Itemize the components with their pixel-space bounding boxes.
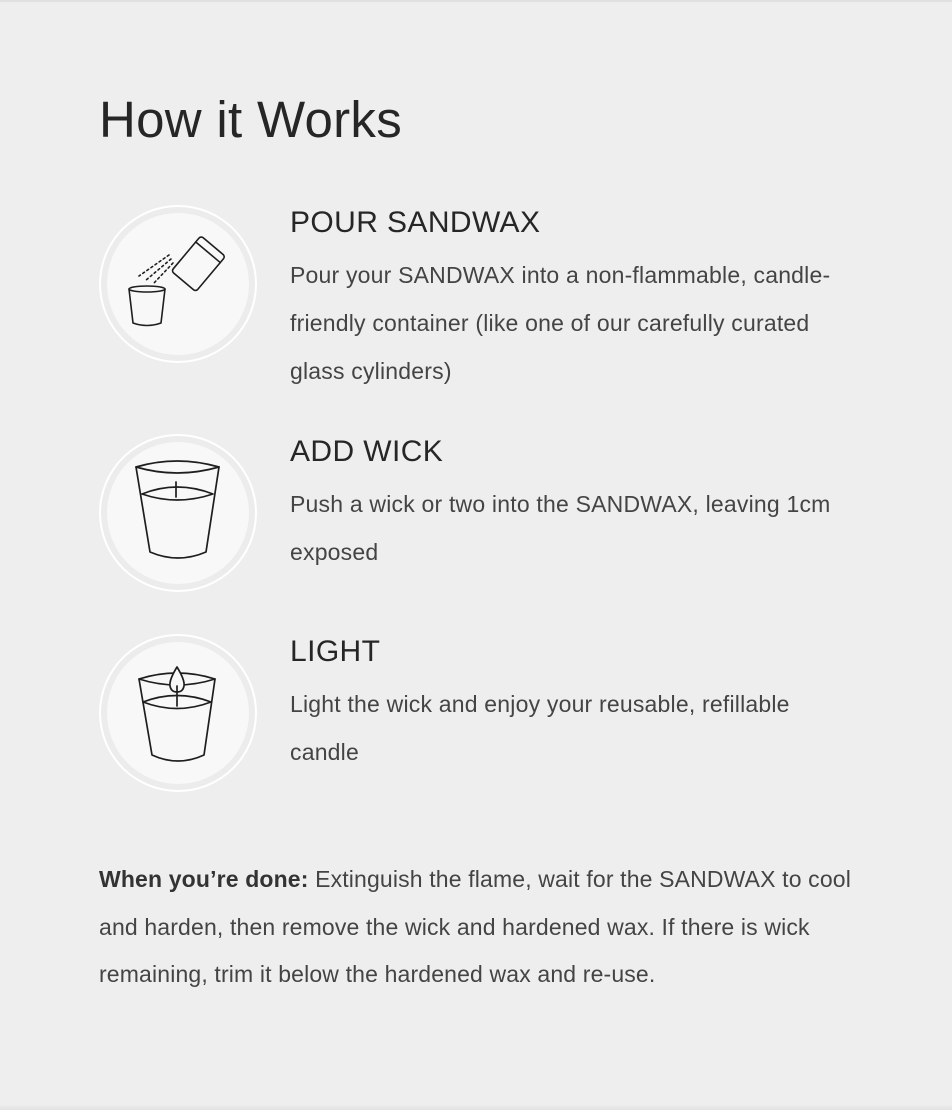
step-description: Pour your SANDWAX into a non-flammable, candle-friendly container (like one of our carefully curated glass cylinders) <box>290 262 831 384</box>
page-title: How it Works <box>99 91 403 148</box>
step-heading: POUR SANDWAX <box>290 206 541 239</box>
add-wick-icon <box>99 434 257 592</box>
step-heading: ADD WICK <box>290 435 444 468</box>
light-candle-icon <box>99 634 257 792</box>
done-note <box>99 856 859 999</box>
pour-sandwax-icon <box>99 205 257 363</box>
step-heading: LIGHT <box>290 635 381 668</box>
done-note-label: When you’re done: <box>99 866 309 892</box>
step-description: Push a wick or two into the SANDWAX, leaving 1cm exposed <box>290 491 831 565</box>
step-description: Light the wick and enjoy your reusable, refillable candle <box>290 691 790 765</box>
done-note-text: Extinguish the flame, wait for the SANDWAX to cool and harden, then remove the wick and hardened wax. If there is wick remaining, trim it below the hardened wax and re-use. <box>99 866 851 987</box>
bottom-divider <box>0 1104 952 1110</box>
